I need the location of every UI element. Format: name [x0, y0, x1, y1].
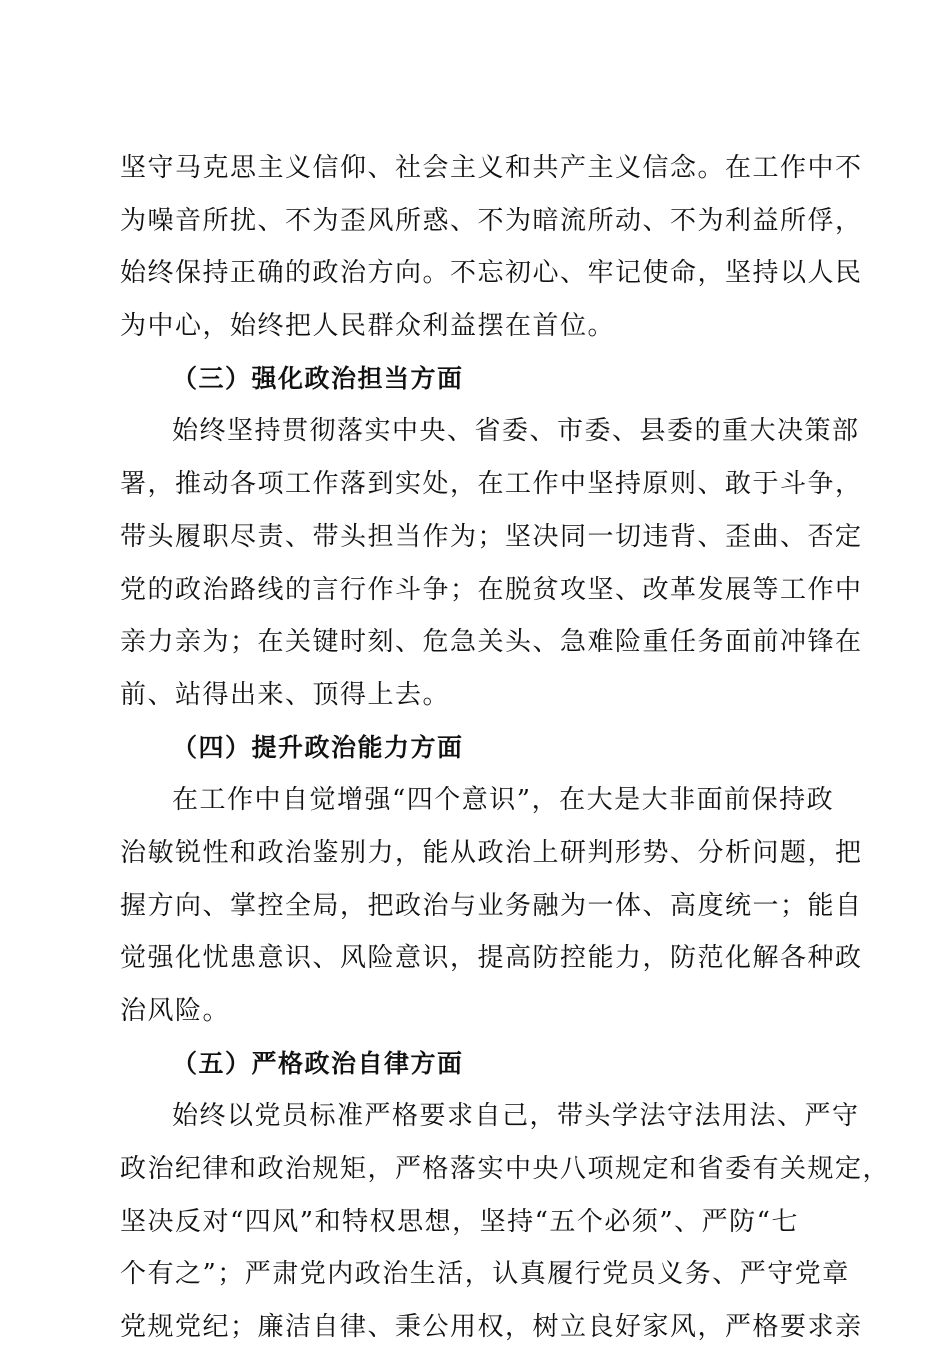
section-heading-3: （三）强化政治担当方面	[172, 363, 464, 393]
paragraph-line: 个有之”；严肃党内政治生活，认真履行党员义务、严守党章	[120, 1259, 850, 1290]
paragraph-line: 带头履职尽责、带头担当作为；坚决同一切违背、歪曲、否定	[120, 521, 863, 552]
paragraph-line: 坚决反对“四风”和特权思想，坚持“五个必须”、严防“七	[120, 1206, 799, 1237]
paragraph-line: 治敏锐性和政治鉴别力，能从政治上研判形势、分析问题，把	[120, 837, 863, 868]
paragraph-line: 始终坚持贯彻落实中央、省委、市委、县委的重大决策部	[172, 416, 860, 447]
paragraph-line: 党规党纪；廉洁自律、秉公用权，树立良好家风，严格要求亲	[120, 1312, 863, 1343]
paragraph-line: 亲力亲为；在关键时刻、危急关头、急难险重任务面前冲锋在	[120, 627, 863, 658]
paragraph-line: 在工作中自觉增强“四个意识”，在大是大非面前保持政	[172, 785, 835, 816]
paragraph-line: 握方向、掌控全局，把政治与业务融为一体、高度统一；能自	[120, 890, 863, 921]
paragraph-line: 始终保持正确的政治方向。不忘初心、牢记使命，坚持以人民	[120, 258, 863, 289]
section-heading-5: （五）严格政治自律方面	[172, 1048, 464, 1078]
paragraph-line: 治风险。	[120, 996, 231, 1026]
paragraph-line: 党的政治路线的言行作斗争；在脱贫攻坚、改革发展等工作中	[120, 574, 863, 605]
paragraph-line: 署，推动各项工作落到实处，在工作中坚持原则、敢于斗争，	[120, 469, 863, 500]
paragraph-line: 觉强化忧患意识、风险意识，提高防控能力，防范化解各种政	[120, 943, 863, 974]
paragraph-line: 为中心，始终把人民群众利益摆在首位。	[120, 311, 616, 342]
paragraph-line: 为噪音所扰、不为歪风所惑、不为暗流所动、不为利益所俘，	[120, 205, 863, 236]
body-text	[120, 142, 891, 1354]
paragraph-line: 政治纪律和政治规矩，严格落实中央八项规定和省委有关规定，	[120, 1154, 891, 1185]
paragraph-line: 始终以党员标准严格要求自己，带头学法守法用法、严守	[172, 1101, 860, 1132]
section-heading-4: （四）提升政治能力方面	[172, 732, 464, 762]
paragraph-line: 坚守马克思主义信仰、社会主义和共产主义信念。在工作中不	[120, 153, 863, 183]
paragraph-line: 前、站得出来、顶得上去。	[120, 679, 451, 710]
